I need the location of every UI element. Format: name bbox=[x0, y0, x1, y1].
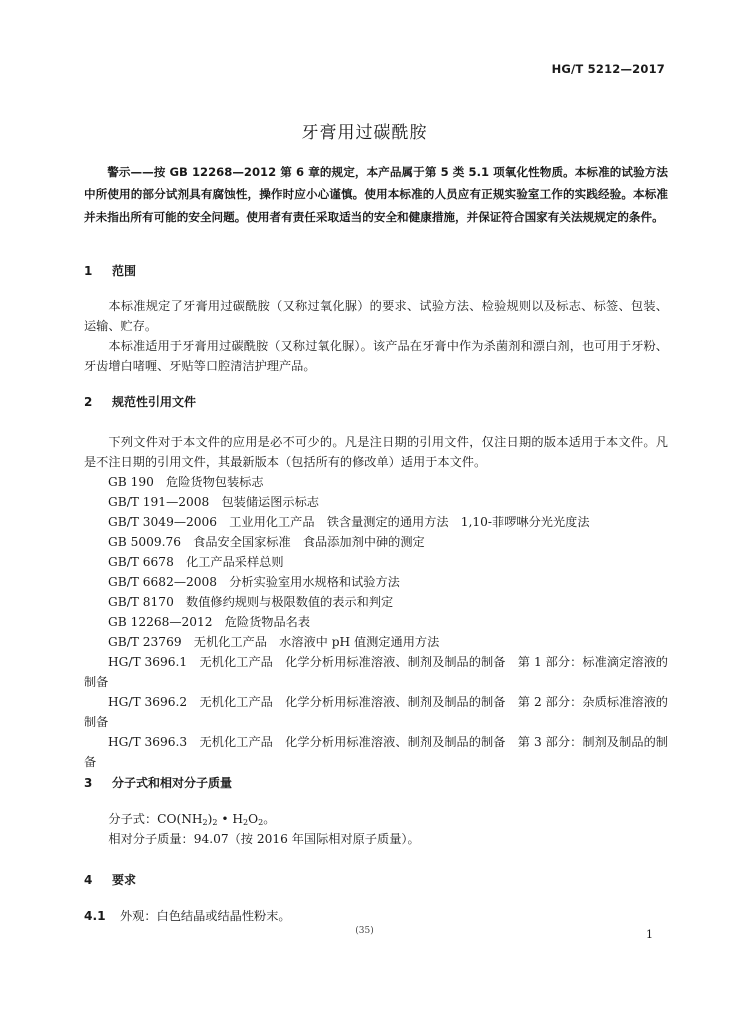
reference-item: GB/T 3049—2006 工业用化工产品 铁含量测定的通用方法 1,10-菲啰啉分光光度法 bbox=[108, 515, 590, 529]
reference-item: HG/T 3696.2 无机化工产品 化学分析用标准溶液、制剂及制品的制备 第 2 部分：杂质标准溶液的制备 bbox=[84, 695, 668, 729]
paragraph: 下列文件对于本文件的应用是必不可少的。凡是注日期的引用文件，仅注日期的版本适用于本文件。凡是不注日期的引用文件，其最新版本（包括所有的修改单）适用于本文件。 bbox=[84, 435, 668, 469]
section-number: 4 bbox=[84, 873, 93, 887]
section-3-heading bbox=[84, 774, 232, 791]
molecular-formula: 分子式：$CO(NH_2)_2$ • $H_2O_2$。 bbox=[108, 812, 276, 827]
section-4-item bbox=[84, 906, 668, 926]
reference-item: HG/T 3696.1 无机化工产品 化学分析用标准溶液、制剂及制品的制备 第 1 部分：标准滴定溶液的制备 bbox=[84, 655, 668, 689]
print-code: (35) bbox=[355, 926, 374, 936]
reference-item: GB/T 6678 化工产品采样总则 bbox=[108, 555, 284, 569]
section-2-body bbox=[84, 432, 668, 772]
reference-item: GB/T 6682—2008 分析实验室用水规格和试验方法 bbox=[108, 575, 400, 589]
reference-item: GB/T 191—2008 包装储运图示标志 bbox=[108, 495, 319, 509]
item-text: 外观：白色结晶或结晶性粉末。 bbox=[120, 909, 291, 923]
formula-label: 分子式： bbox=[108, 812, 158, 826]
reference-item: GB/T 23769 无机化工产品 水溶液中 pH 值测定通用方法 bbox=[108, 635, 440, 649]
reference-item: GB/T 8170 数值修约规则与极限数值的表示和判定 bbox=[108, 595, 394, 609]
reference-item: GB 190 危险货物包装标志 bbox=[108, 475, 264, 489]
section-1-body bbox=[84, 296, 668, 376]
section-4-heading bbox=[84, 871, 136, 888]
section-1-heading bbox=[84, 262, 136, 279]
section-2-heading bbox=[84, 393, 196, 410]
warning-paragraph: 警示——按 GB 12268—2012 第 6 章的规定，本产品属于第 5 类 5.1 项氧化性物质。本标准的试验方法中所使用的部分试剂具有腐蚀性，操作时应小心谨慎。使用本标准的人员应有正规实验室工作的实践经验。本标准并未指出所有可能的安全问题。使用者有责任采取适当的安全和健康措施，并保证符合国家有关法规规定的条件。 bbox=[84, 165, 668, 224]
section-title: 要求 bbox=[112, 873, 137, 887]
section-title: 范围 bbox=[112, 264, 137, 278]
document-title: 牙膏用过碳酰胺 bbox=[301, 123, 428, 143]
section-3-body bbox=[84, 809, 668, 849]
page-number: 1 bbox=[646, 928, 653, 941]
standard-code: HG/T 5212—2017 bbox=[551, 62, 665, 76]
section-number: 1 bbox=[84, 264, 93, 278]
section-title: 分子式和相对分子质量 bbox=[112, 776, 233, 790]
reference-item: HG/T 3696.3 无机化工产品 化学分析用标准溶液、制剂及制品的制备 第 3 部分：制剂及制品的制备 bbox=[84, 735, 668, 769]
reference-item: GB 5009.76 食品安全国家标准 食品添加剂中砷的测定 bbox=[108, 535, 425, 549]
section-number: 3 bbox=[84, 776, 93, 790]
reference-item: GB 12268—2012 危险货物品名表 bbox=[108, 615, 311, 629]
item-number: 4.1 bbox=[84, 909, 106, 923]
paragraph: 本标准适用于牙膏用过碳酰胺（又称过氧化脲）。该产品在牙膏中作为杀菌剂和漂白剂，也可用于牙粉、牙齿增白啫喱、牙贴等口腔清洁护理产品。 bbox=[84, 339, 668, 373]
section-title: 规范性引用文件 bbox=[112, 395, 197, 409]
molecular-mass: 相对分子质量：94.07（按 2016 年国际相对原子质量）。 bbox=[108, 832, 420, 846]
section-number: 2 bbox=[84, 395, 93, 409]
paragraph: 本标准规定了牙膏用过碳酰胺（又称过氧化脲）的要求、试验方法、检验规则以及标志、标签、包装、运输、贮存。 bbox=[84, 299, 668, 333]
